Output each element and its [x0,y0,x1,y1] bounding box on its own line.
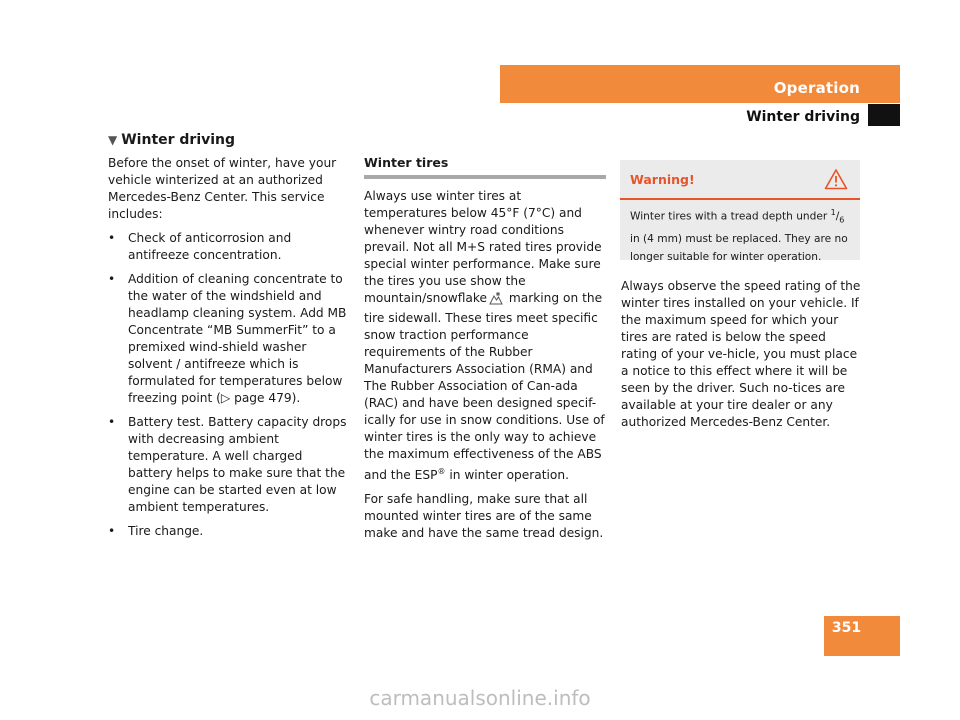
header-marker [868,104,900,126]
warning-text-part: Winter tires with a tread depth under [630,210,831,223]
list-item [108,523,348,540]
warning-rule [620,198,860,200]
subheading-rule [364,175,606,179]
triangle-down-icon: ▼ [108,133,118,147]
paragraph-text: marking on the tire sidewall. These tires meet specific snow traction performance requirements of the Rubber Manufacturers Association (RMA) and The Rubber Association of Can-ada (RAC) and have been designed specif-ically for use in snow conditions. Use of winter tires is the only way to achieve the maximum effectiveness of the ABS and the ESP [364,291,605,483]
list-item [108,271,348,407]
paragraph-text: in winter operation. [445,468,569,483]
page-heading [108,132,235,148]
section-title: Winter driving [746,109,860,125]
right-column [621,278,863,438]
chapter-title: Operation [773,79,860,97]
registered-mark: ® [437,467,446,476]
list-item-text: Tire change. [128,524,204,538]
intro-paragraph: Before the onset of winter, have your vehicle winterized at an authorized Mercedes-Benz Center. This service includes: [108,156,337,221]
middle-column [364,154,606,549]
bullet-icon: • [108,415,116,429]
fraction-numerator: 1 [830,208,836,217]
fraction-slash: / [835,210,840,223]
page-heading-text: Winter driving [121,132,236,148]
list-item-text: Addition of cleaning concentrate to the water of the windshield and headlamp cleaning system. Add MB Concentrate “MB SummerFit” to a premixed wind-shield washer solvent / antifreeze which is formulated for temperatures below freezing point (▷ page 479). [128,272,347,405]
list-item [108,230,348,264]
winter-tires-paragraph [364,188,606,484]
warning-text [630,204,856,266]
watermark: carmanualsonline.info [369,686,591,710]
left-column [108,155,348,547]
fraction-denominator: 6 [839,215,845,225]
warning-triangle-icon [824,168,848,194]
service-list [108,230,348,540]
list-item [108,414,348,516]
bullet-icon: • [108,272,116,286]
list-item-text: Check of anticorrosion and antifreeze concentration. [128,231,292,262]
bullet-icon: • [108,231,116,245]
safe-handling-paragraph: For safe handling, make sure that all mounted winter tires are of the same make and have the same tread design. [364,492,604,541]
speed-rating-paragraph: Always observe the speed rating of the winter tires installed on your vehicle. If the maximum speed for which your tires are rated is below the speed rating of your ve-hicle, you must place a notice to this effect where it will be seen by the driver. Such no-tices are available at your tire dealer or any authorized Mercedes-Benz Center. [621,279,861,429]
warning-text-part: in (4 mm) must be replaced. They are no longer suitable for winter operation. [630,232,848,263]
winter-tires-subheading: Winter tires [364,155,449,170]
page-number: 351 [831,620,862,636]
warning-title: Warning! [630,172,695,187]
list-item-text: Battery test. Battery capacity drops with decreasing ambient temperature. A well charged battery helps to make sure that the engine can be started even at low ambient temperatures. [128,415,347,514]
mountain-snowflake-icon [489,291,503,310]
paragraph-text: Always use winter tires at temperatures below 45°F (7°C) and whenever wintry road conditions prevail. Not all M+S rated tires provide special winter performance. Make sure the tires you use show the mountain/snowflake [364,189,602,305]
bullet-icon: • [108,524,116,538]
